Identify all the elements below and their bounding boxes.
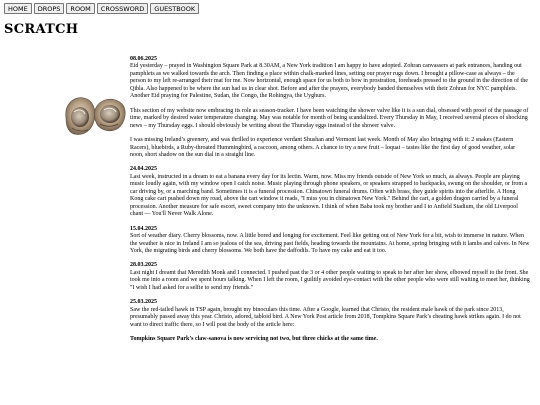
site-title: SCRATCH [4, 22, 79, 37]
entry-date: 28.03.2025 [130, 262, 157, 269]
journal-entry [130, 56, 530, 159]
nav-home-button[interactable]: HOME [4, 3, 32, 14]
entry-paragraph: Saw the red-tailed hawk in TSP again, brought my binoculars this time. After a Google, learned that Christo, the resident male hawk of the park since 2013, presumably passed away this year. Christo, adored, tabloid bird. A New York Post article from 2018, Tompkins Square Park’s cheating hawk strikes again. I do not want to direct traffic there, so I will post the body of the article here: [130, 306, 521, 328]
entry-paragraph: I was missing Ireland’s greenery, and was thrilled to experience verdant Shushan and Vermont last week. Month of May also bringing with it: 2 snakes (Eastern Racers), bluebirds, a Ruby-throated Hummingbird, a raccoon, among others. A chance to try a new fruit – loquat – tastes like the first day of good weather, solar noon, short shadow on the sun dial in a straight line. [130, 137, 516, 158]
entry-paragraph: This section of my website now embracing its role as season-tracker. I have been watching the shower valve like it is a sun dial, obsessed with proof of the passage of time, marked by desired water temperature changing. May was notable for month of being scandalized. Every Thursday in May, I received several pieces of shocking news – my Thursday eggs. I should obviously be writing about the Thursday eggs instead of the shower valve. [130, 107, 529, 129]
nav-room-button[interactable]: ROOM [66, 3, 94, 14]
journal-entry [130, 166, 530, 218]
top-nav [4, 3, 199, 14]
entry-date: 25.03.2025 [130, 299, 157, 306]
entry-date: 24.04.2025 [130, 166, 157, 173]
nav-guestbook-button[interactable]: GUESTBOOK [150, 3, 199, 14]
oysters-photo [62, 88, 128, 140]
entry-paragraph: Sort of weather diary. Cherry blossoms, now. A little bored and longing for excitement. Feel like getting out of New York for a bit, wish to immerse in nature. When the weather is nice in Ireland I am so jealous of the sea, driving past fields, heading towards the mountains. At home, spring bringing with it lambs and calves. In New York, the migrating birds and cherry blossoms. We both have the daffodils. To have my cake and eat it too. [130, 233, 530, 254]
entry-paragraph: Eid yesterday – prayed in Washington Square Park at 8.30AM, a New York tradition I am happy to have adopted. Zohran canvassers at park entrances, handing out pamphlets as we walked towards the arch. Then finding a place within chalk-marked lines, setting our prayer rugs down. I brought a pillow-case as always – the person to my left re-arranged their mat for me. Now horizontal, enough space for us both to bow in prostration, foreheads pressed to the ground in the direction of the Qibla. Also happened to be where the sun had us in clear shot. Before and after the prayers, everybody banded themselves with their Zohran for NYC pamphlets. Another Eid praying for Palestine, Sudan, the Congo, the Rohingya, the Uyghurs. [130, 63, 528, 100]
entry-paragraph: Last week, instructed in a dream to eat a banana every day for its lectin. Warm, now. Miss my friends outside of New York so much, as always. People are playing music loudly again, with my window open I catch noise. Music playing through phone speakers, or speakers strapped to backpacks, swung on the shoulder, or from a car driving by, or a marching band. Sometimes it is a funeral procession. Chinatown funeral drums. Often with brass, they guide spirits into the afterlife. A Hong Kong cake cart pushed down my road, above the cart window it reads, "I miss you in chinatown New York." Behind the cart, a golden dragon carried by a funeral procession. Another measure for safe escort, sweet company into the unknown. I think of when Baba took my brother and I to Anfield Stadium, the old Liverpool chant — You'll Never Walk Alone. [130, 173, 528, 218]
entry-date: 15.04.2025 [130, 225, 157, 232]
nav-crossword-button[interactable]: CROSSWORD [97, 3, 149, 14]
journal-content [130, 56, 530, 351]
journal-entry [130, 262, 530, 292]
journal-entry [130, 299, 530, 343]
journal-entry [130, 226, 530, 256]
entry-paragraph: Last night I dreamt that Meredith Monk and I connected. I pushed past the 3 or 4 other people waiting to speak to her after her show, elbowed myself to the front. She took me into a room and we spent hours talking. When I left the room, I guiltily avoided eye-contact with the other people who were still waiting to meet her, thinking "I wish I had asked for a selfie to send my friends." [130, 269, 530, 291]
entry-date: 08.06.2025 [130, 56, 157, 62]
nav-drops-button[interactable]: DROPS [34, 3, 65, 14]
article-headline: Tompkins Square Park’s claw-sanova is now servicing not two, but three chicks at the same time. [130, 336, 378, 343]
